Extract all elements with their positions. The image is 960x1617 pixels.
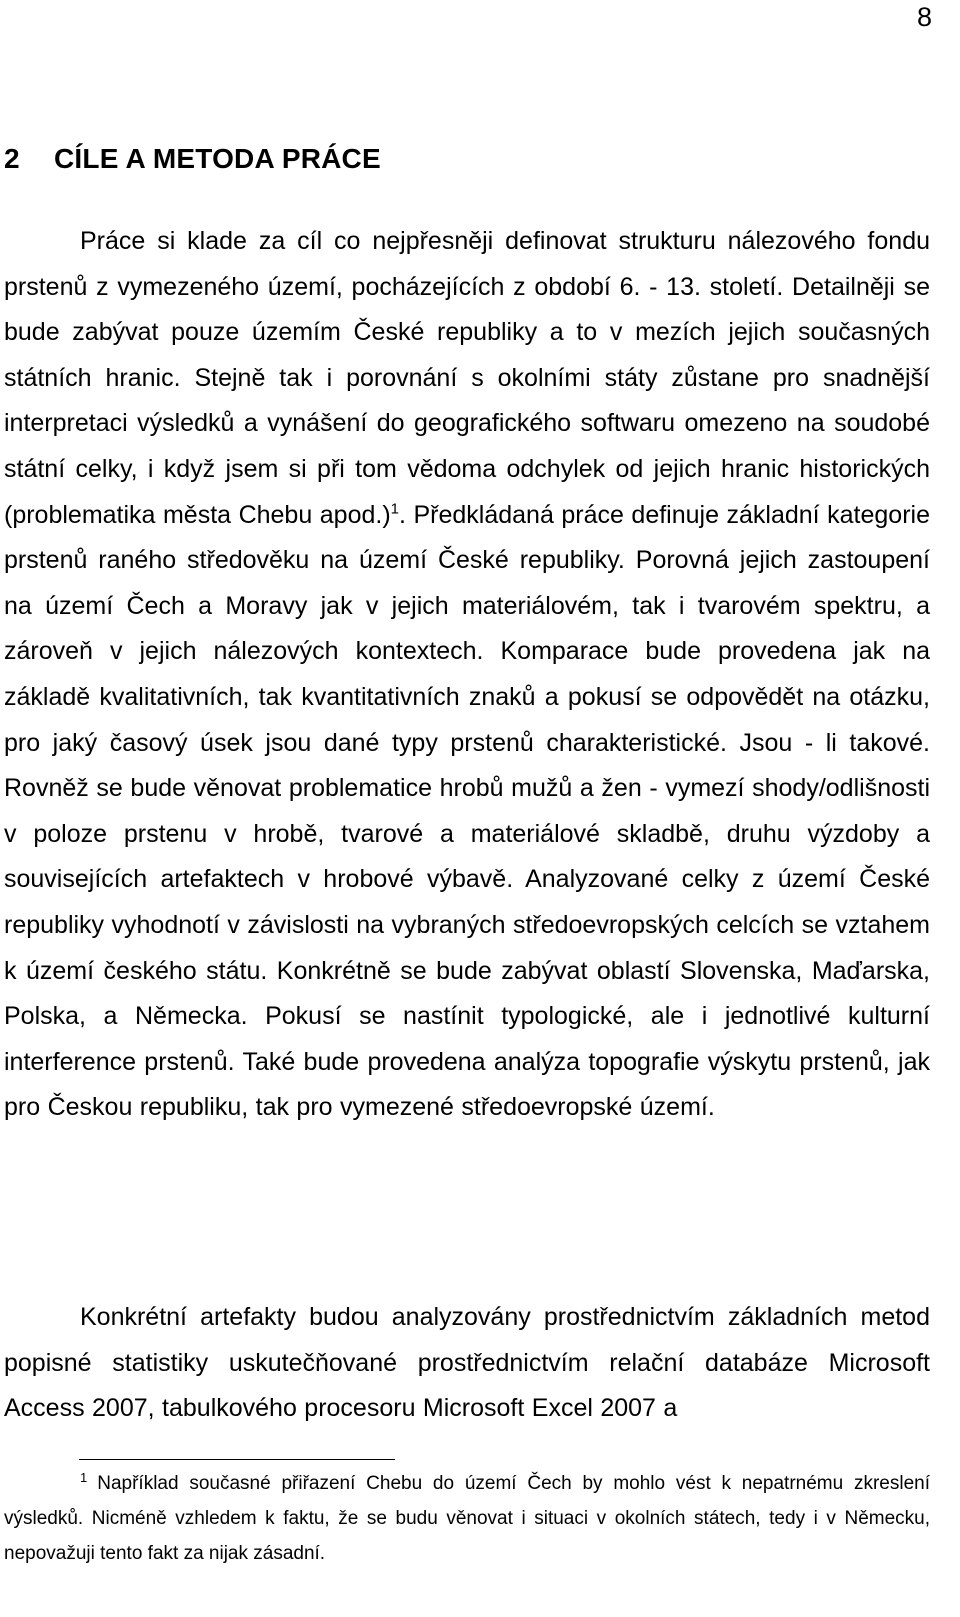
footnote-separator [79, 1459, 395, 1460]
paragraph-1-text-a: Práce si klade za cíl co nejpřesněji definovat strukturu nálezového fondu prstenů z vymezeného území, pocházejících z období 6. - 13. století. Detailněji se bude zabývat pouze územím České republiky a to v mezích jejich současných státních hranic. Stejně tak i porovnání s okolními státy zůstane pro snadnější interpretaci výsledků a vynášení do geografického softwaru omezeno na soudobé státní celky, i když jsem si při tom vědoma odchylek od jejich hranic historických (problematika města Chebu apod.) [4, 227, 930, 529]
footnote-text: Například současné přiřazení Chebu do území Čech by mohlo vést k nepatrnému zkreslení výsledků. Nicméně vzhledem k faktu, že se budu věnovat i situaci v okolních státech, tedy i v Německu, nepovažuji tento fakt za nijak zásadní. [4, 1473, 930, 1564]
footnote-mark: 1 [80, 1469, 88, 1485]
footnote [4, 1466, 930, 1571]
page-number: 8 [916, 2, 932, 32]
chapter-heading [4, 143, 381, 175]
chapter-title: CÍLE A METODA PRÁCE [54, 143, 381, 174]
paragraph-2: Konkrétní artefakty budou analyzovány prostřednictvím základních metod popisné statistiky uskutečňované prostřednictvím relační databáze Microsoft Access 2007, tabulkového procesoru Microsoft Excel 2007 a [4, 1303, 930, 1423]
paragraph-1-text-b: . Předkládaná práce definuje základní kategorie prstenů raného středověku na území České republiky. Porovná jejich zastoupení na území Čech a Moravy jak v jejich materiálovém, tak i tvarovém spektru, a zároveň v jejich nálezových kontextech. Komparace bude provedena jak na základě kvalitativních, tak kvantitativních znaků a pokusí se odpovědět na otázku, pro jaký časový úsek jsou dané typy prstenů charakteristické. Jsou - li takové. Rovněž se bude věnovat problematice hrobů mužů a žen - vymezí shody/odlišnosti v poloze prstenu v hrobě, tvarové a materiálové skladbě, druhu výzdoby a souvisejících artefaktech v hrobové výbavě. Analyzované celky z území České republiky vyhodnotí v závislosti na vybraných středoevropských celcích se vztahem k území českého státu. Konkrétně se bude zabývat oblastí Slovenska, Maďarska, Polska, a Německa. Pokusí se nastínit typologické, ale i jednotlivé kulturní interference prstenů. Také bude provedena analýza topografie výskytu prstenů, jak pro Českou republiku, tak pro vymezené středoevropské území. [4, 500, 930, 1122]
paragraph-1 [4, 219, 930, 1131]
chapter-number: 2 [4, 143, 20, 174]
footnote-reference[interactable]: 1 [390, 500, 399, 518]
